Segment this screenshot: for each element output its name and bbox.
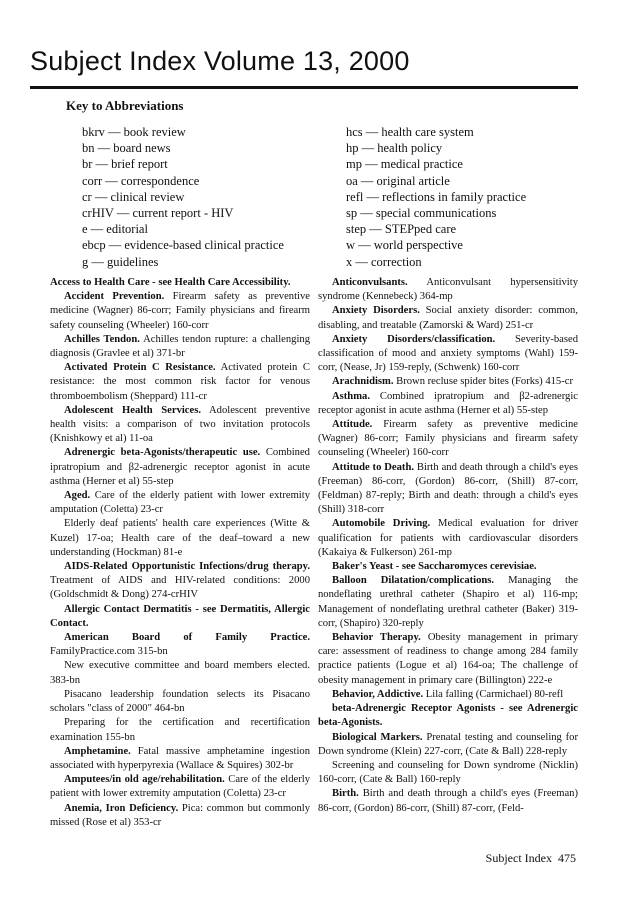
index-entry — [318, 759, 578, 787]
index-entry — [318, 688, 578, 702]
abbreviation-item: bn — board news — [82, 141, 171, 156]
index-citation: Managing the nondeflating urethral catheter (Shapiro et al) 116-mp; Management of nondeflating urethral catheter (Baker) 319-corr, (Shapiro) 320-reply — [318, 575, 578, 629]
index-entry — [318, 560, 578, 574]
index-citation: Brown recluse spider bites (Forks) 415-cr — [393, 376, 573, 388]
index-citation: Firearm safety as preventive medicine (Wagner) 86-corr; Family physicians and firearm safety counseling (Wheeler) 160-corr — [50, 291, 310, 331]
index-term: Activated Protein C Resistance. — [64, 362, 216, 374]
footer-label: Subject Index — [485, 851, 552, 865]
index-entry — [318, 731, 578, 759]
index-citation: Screening and counseling for Down syndrome (Nicklin) 160-corr, (Cate & Ball) 160-reply — [318, 759, 578, 786]
index-citation: Fatal massive amphetamine ingestion associated with hyperpyrexia (Wallace & Squires) 302-br — [50, 745, 310, 771]
index-entry — [50, 333, 310, 361]
index-entry — [50, 802, 310, 830]
index-citation: Social anxiety disorder: common, disabling, and treatable (Zamorski & Ward) 251-cr — [318, 305, 578, 331]
index-entry — [50, 489, 310, 517]
abbreviation-item: refl — reflections in family practice — [346, 189, 527, 204]
index-term: Birth. — [332, 788, 359, 800]
index-term: Arachnidism. — [332, 376, 394, 388]
index-entry — [318, 631, 578, 688]
index-entry — [50, 745, 310, 773]
index-right-column — [318, 276, 578, 816]
title-rule — [30, 86, 578, 89]
index-citation: Preparing for the certification and recertification examination 155-bn — [50, 717, 310, 743]
index-term: Anticonvulsants. — [332, 277, 408, 288]
abbreviations-left-column — [82, 124, 284, 270]
abbreviation-item: crHIV — current report - HIV — [82, 206, 234, 221]
index-term: Biological Markers. — [332, 731, 423, 743]
index-entry — [50, 446, 310, 489]
abbreviation-item: w — world perspective — [346, 238, 463, 253]
abbreviation-item: mp — medical practice — [346, 157, 463, 172]
index-term: Asthma. — [332, 390, 370, 402]
abbreviation-item: g — guidelines — [82, 254, 159, 269]
index-term: Attitude to Death. — [332, 461, 414, 473]
index-term: Behavior Therapy. — [332, 632, 421, 644]
index-citation: Pisacano leadership foundation selects its Pisacano scholars "class of 2000" 464-bn — [50, 688, 310, 715]
abbreviation-item: hp — health policy — [346, 141, 443, 156]
abbreviation-item: oa — original article — [346, 173, 450, 188]
abbreviations-heading: Key to Abbreviations — [66, 98, 184, 113]
abbreviation-item: x — correction — [346, 254, 422, 269]
index-term: Adolescent Health Services. — [64, 404, 201, 416]
index-citation: Care of the elderly patient with lower extremity amputation (Coletta) 23-cr — [50, 490, 310, 516]
index-citation: Medical evaluation for driver qualification for patients with cardiovascular disorders (Kakaiya & Fulkerson) 261-mp — [318, 518, 578, 558]
index-citation: Care of the elderly patient with lower extremity amputation (Coletta) 23-cr — [50, 774, 310, 800]
index-entry — [50, 290, 310, 333]
abbreviation-item: br — brief report — [82, 157, 168, 172]
index-term: Amputees/in old age/rehabilitation. — [64, 774, 225, 786]
index-term: Adrenergic beta-Agonists/therapeutic use. — [64, 447, 261, 459]
abbreviation-item: cr — clinical review — [82, 189, 185, 204]
index-entry — [318, 418, 578, 461]
abbreviation-item: ebcp — evidence-based clinical practice — [82, 238, 284, 253]
index-term: Anemia, Iron Deficiency. — [64, 802, 179, 814]
index-term: Baker's Yeast - see Saccharomyces cerevisiae. — [332, 561, 537, 573]
page-number: 475 — [558, 851, 576, 865]
page-footer — [486, 851, 576, 866]
index-citation: Firearm safety as preventive medicine (Wagner) 86-corr; Family physicians and firearm safety counseling (Wheeler) 160-corr — [318, 419, 578, 459]
index-term: Balloon Dilatation/complications. — [332, 575, 495, 587]
index-entry — [50, 517, 310, 560]
index-entry — [318, 702, 578, 730]
index-term: AIDS-Related Opportunistic Infections/drug therapy. — [64, 561, 310, 573]
index-entry — [50, 716, 310, 744]
index-entry — [50, 276, 310, 290]
index-term: Access to Health Care - see Health Care Accessibility. — [50, 277, 291, 288]
index-entry — [50, 773, 310, 801]
index-term: Attitude. — [332, 419, 373, 431]
page-title: Subject Index Volume 13, 2000 — [30, 46, 410, 76]
index-citation: Treatment of AIDS and HIV-related conditions: 2000 (Goldschmidt & Dong) 274-crHIV — [50, 575, 310, 601]
index-term: beta-Adrenergic Receptor Agonists - see Adrenergic beta-Agonists. — [318, 703, 578, 729]
index-citation: Birth and death through a child's eyes (Freeman) 86-corr, (Gordon) 86-corr, (Shill) 87-corr, (Feldman) 87-reply; Birth and death: through a child's eyes (Shill) 318-corr — [318, 461, 578, 516]
index-citation: Combined ipratropium and β2-adrenergic receptor agonist in acute asthma (Herner et al) 55-step — [50, 447, 310, 487]
index-entry — [318, 787, 578, 815]
index-citation: Pica: common but commonly missed (Rose et al) 353-cr — [50, 802, 310, 828]
index-entry — [318, 276, 578, 304]
abbreviation-item: hcs — health care system — [346, 125, 474, 139]
index-entry — [50, 688, 310, 716]
index-citation: Combined ipratropium and β2-adrenergic receptor agonist in acute asthma (Herner et al) 55-step — [318, 390, 578, 416]
index-term: Anxiety Disorders. — [332, 305, 420, 317]
abbreviations-right-column — [346, 124, 526, 270]
index-citation: Birth and death through a child's eyes (Freeman) 86-corr, (Gordon) 86-corr, (Shill) 87-corr, (Feld- — [318, 788, 578, 814]
index-citation: Achilles tendon rupture: a challenging diagnosis (Gravlee et al) 371-br — [50, 333, 310, 360]
index-citation: Obesity management in primary care: assessment of readiness to change among 284 family practice patients (Logue et al) 164-oa; The challenge of obesity management in primary care (Billington) 222-e — [318, 632, 578, 686]
index-entry — [318, 375, 578, 389]
index-term: Achilles Tendon. — [64, 333, 140, 345]
index-left-column — [50, 276, 310, 830]
index-citation: Activated protein C resistance: the most common risk factor for venous thromboembolism (Sheppard) 111-cr — [50, 362, 310, 402]
index-term: Accident Prevention. — [64, 291, 165, 303]
index-entry — [50, 560, 310, 603]
index-entry — [50, 631, 310, 659]
index-citation: Prenatal testing and counseling for Down syndrome (Klein) 227-corr, (Cate & Ball) 228-reply — [318, 731, 578, 757]
index-term: Aged. — [64, 490, 91, 502]
index-citation: Severity-based classification of mood and anxiety symptoms (Wahl) 159-corr, (Nease, Jr) 159-reply, (Schwenk) 160-corr — [318, 333, 578, 374]
index-entry — [50, 659, 310, 687]
index-entry — [50, 361, 310, 404]
index-citation: Adolescent preventive health visits: a comparison of two invitation protocols (Knishkowy et al) 11-oa — [50, 404, 310, 445]
index-entry — [318, 574, 578, 631]
index-term: Amphetamine. — [64, 745, 131, 757]
index-entry — [50, 603, 310, 631]
index-citation: New executive committee and board members elected. 383-bn — [50, 660, 310, 686]
index-citation: Anticonvulsant hypersensitivity syndrome (Kennebeck) 364-mp — [318, 277, 578, 303]
abbreviation-item: step — STEPped care — [346, 222, 457, 237]
index-term: Anxiety Disorders/classification. — [332, 333, 496, 345]
index-term: Allergic Contact Dermatitis - see Dermatitis, Allergic Contact. — [50, 603, 310, 629]
index-entry — [318, 461, 578, 518]
index-citation: FamilyPractice.com 315-bn — [50, 646, 168, 658]
index-entry — [318, 517, 578, 560]
index-entry — [50, 404, 310, 447]
index-entry — [318, 390, 578, 418]
index-entry — [318, 333, 578, 376]
index-term: Behavior, Addictive. — [332, 688, 424, 700]
abbreviation-item: corr — correspondence — [82, 173, 200, 188]
index-term: American Board of Family Practice. — [64, 632, 310, 644]
index-entry — [318, 304, 578, 332]
index-citation: Elderly deaf patients' health care experiences (Witte & Kuzel) 17-oa; Health care of the deaf–toward a new understanding (Hockman) 81-e — [50, 518, 310, 558]
abbreviation-item: sp — special communications — [346, 206, 497, 221]
abbreviation-item: bkrv — book review — [82, 125, 186, 139]
index-citation: Lila falling (Carmichael) 80-refl — [423, 688, 564, 700]
abbreviation-item: e — editorial — [82, 222, 148, 237]
index-term: Automobile Driving. — [332, 518, 431, 530]
